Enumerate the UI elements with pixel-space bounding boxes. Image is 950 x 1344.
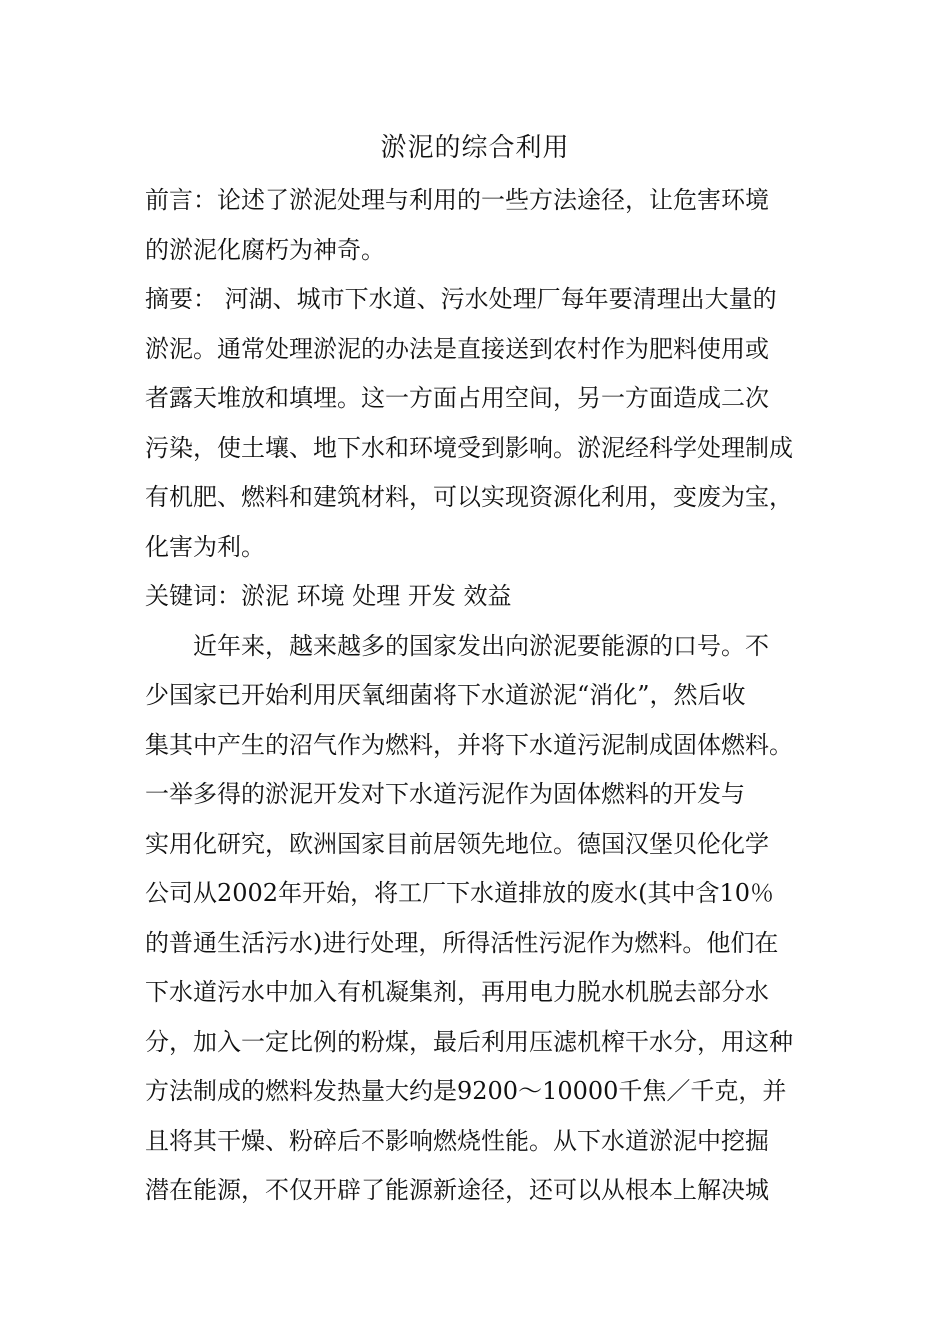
body-paragraph-line: 分，加入一定比例的粉煤，最后利用压滤机榨干水分，用这种 [145, 1027, 793, 1056]
body-paragraph-line: 公司从2002年开始，将工厂下水道排放的废水(其中含10％ [145, 879, 774, 907]
body-paragraph-line: 近年来，越来越多的国家发出向淤泥要能源的口号。不 [193, 631, 769, 660]
abstract-line-6: 化害为利。 [145, 532, 265, 561]
body-paragraph-line: 方法制成的燃料发热量大约是9200～10000千焦／千克，并 [145, 1077, 787, 1105]
abstract-line-1: 摘要： 河湖、城市下水道、污水处理厂每年要清理出大量的 [145, 285, 777, 313]
body-paragraph-line: 少国家已开始利用厌氧细菌将下水道淤泥“消化”，然后收 [145, 681, 746, 709]
preface-line-2: 的淤泥化腐朽为神奇。 [145, 235, 385, 264]
body-paragraph-line: 的普通生活污水)进行处理，所得活性污泥作为燃料。他们在 [145, 928, 779, 957]
document-title: 淤泥的综合利用 [380, 133, 570, 163]
abstract-line-5: 有机肥、燃料和建筑材料，可以实现资源化利用，变废为宝， [145, 483, 793, 511]
body-paragraph-line: 一举多得的淤泥开发对下水道污泥作为固体燃料的开发与 [145, 780, 745, 808]
document-body [145, 176, 845, 1216]
body-paragraph-line: 下水道污水中加入有机凝集剂，再用电力脱水机脱去部分水 [145, 978, 769, 1006]
body-paragraph-line: 潜在能源，不仅开辟了能源新途径，还可以从根本上解决城 [145, 1176, 769, 1204]
body-paragraph-line: 且将其干燥、粉碎后不影响燃烧性能。从下水道淤泥中挖掘 [145, 1126, 769, 1155]
preface-line-1: 前言：论述了淤泥处理与利用的一些方法途径，让危害环境 [145, 186, 769, 214]
keywords-line: 关键词：淤泥 环境 处理 开发 效益 [145, 582, 512, 610]
abstract-line-4: 污染，使土壤、地下水和环境受到影响。淤泥经科学处理制成 [145, 433, 793, 462]
abstract-line-2: 淤泥。通常处理淤泥的办法是直接送到农村作为肥料使用或 [145, 334, 769, 363]
body-paragraph-line: 实用化研究，欧洲国家目前居领先地位。德国汉堡贝伦化学 [145, 829, 769, 858]
body-paragraph-line: 集其中产生的沼气作为燃料，并将下水道污泥制成固体燃料。 [145, 730, 793, 759]
abstract-line-3: 者露天堆放和填埋。这一方面占用空间，另一方面造成二次 [145, 384, 769, 412]
